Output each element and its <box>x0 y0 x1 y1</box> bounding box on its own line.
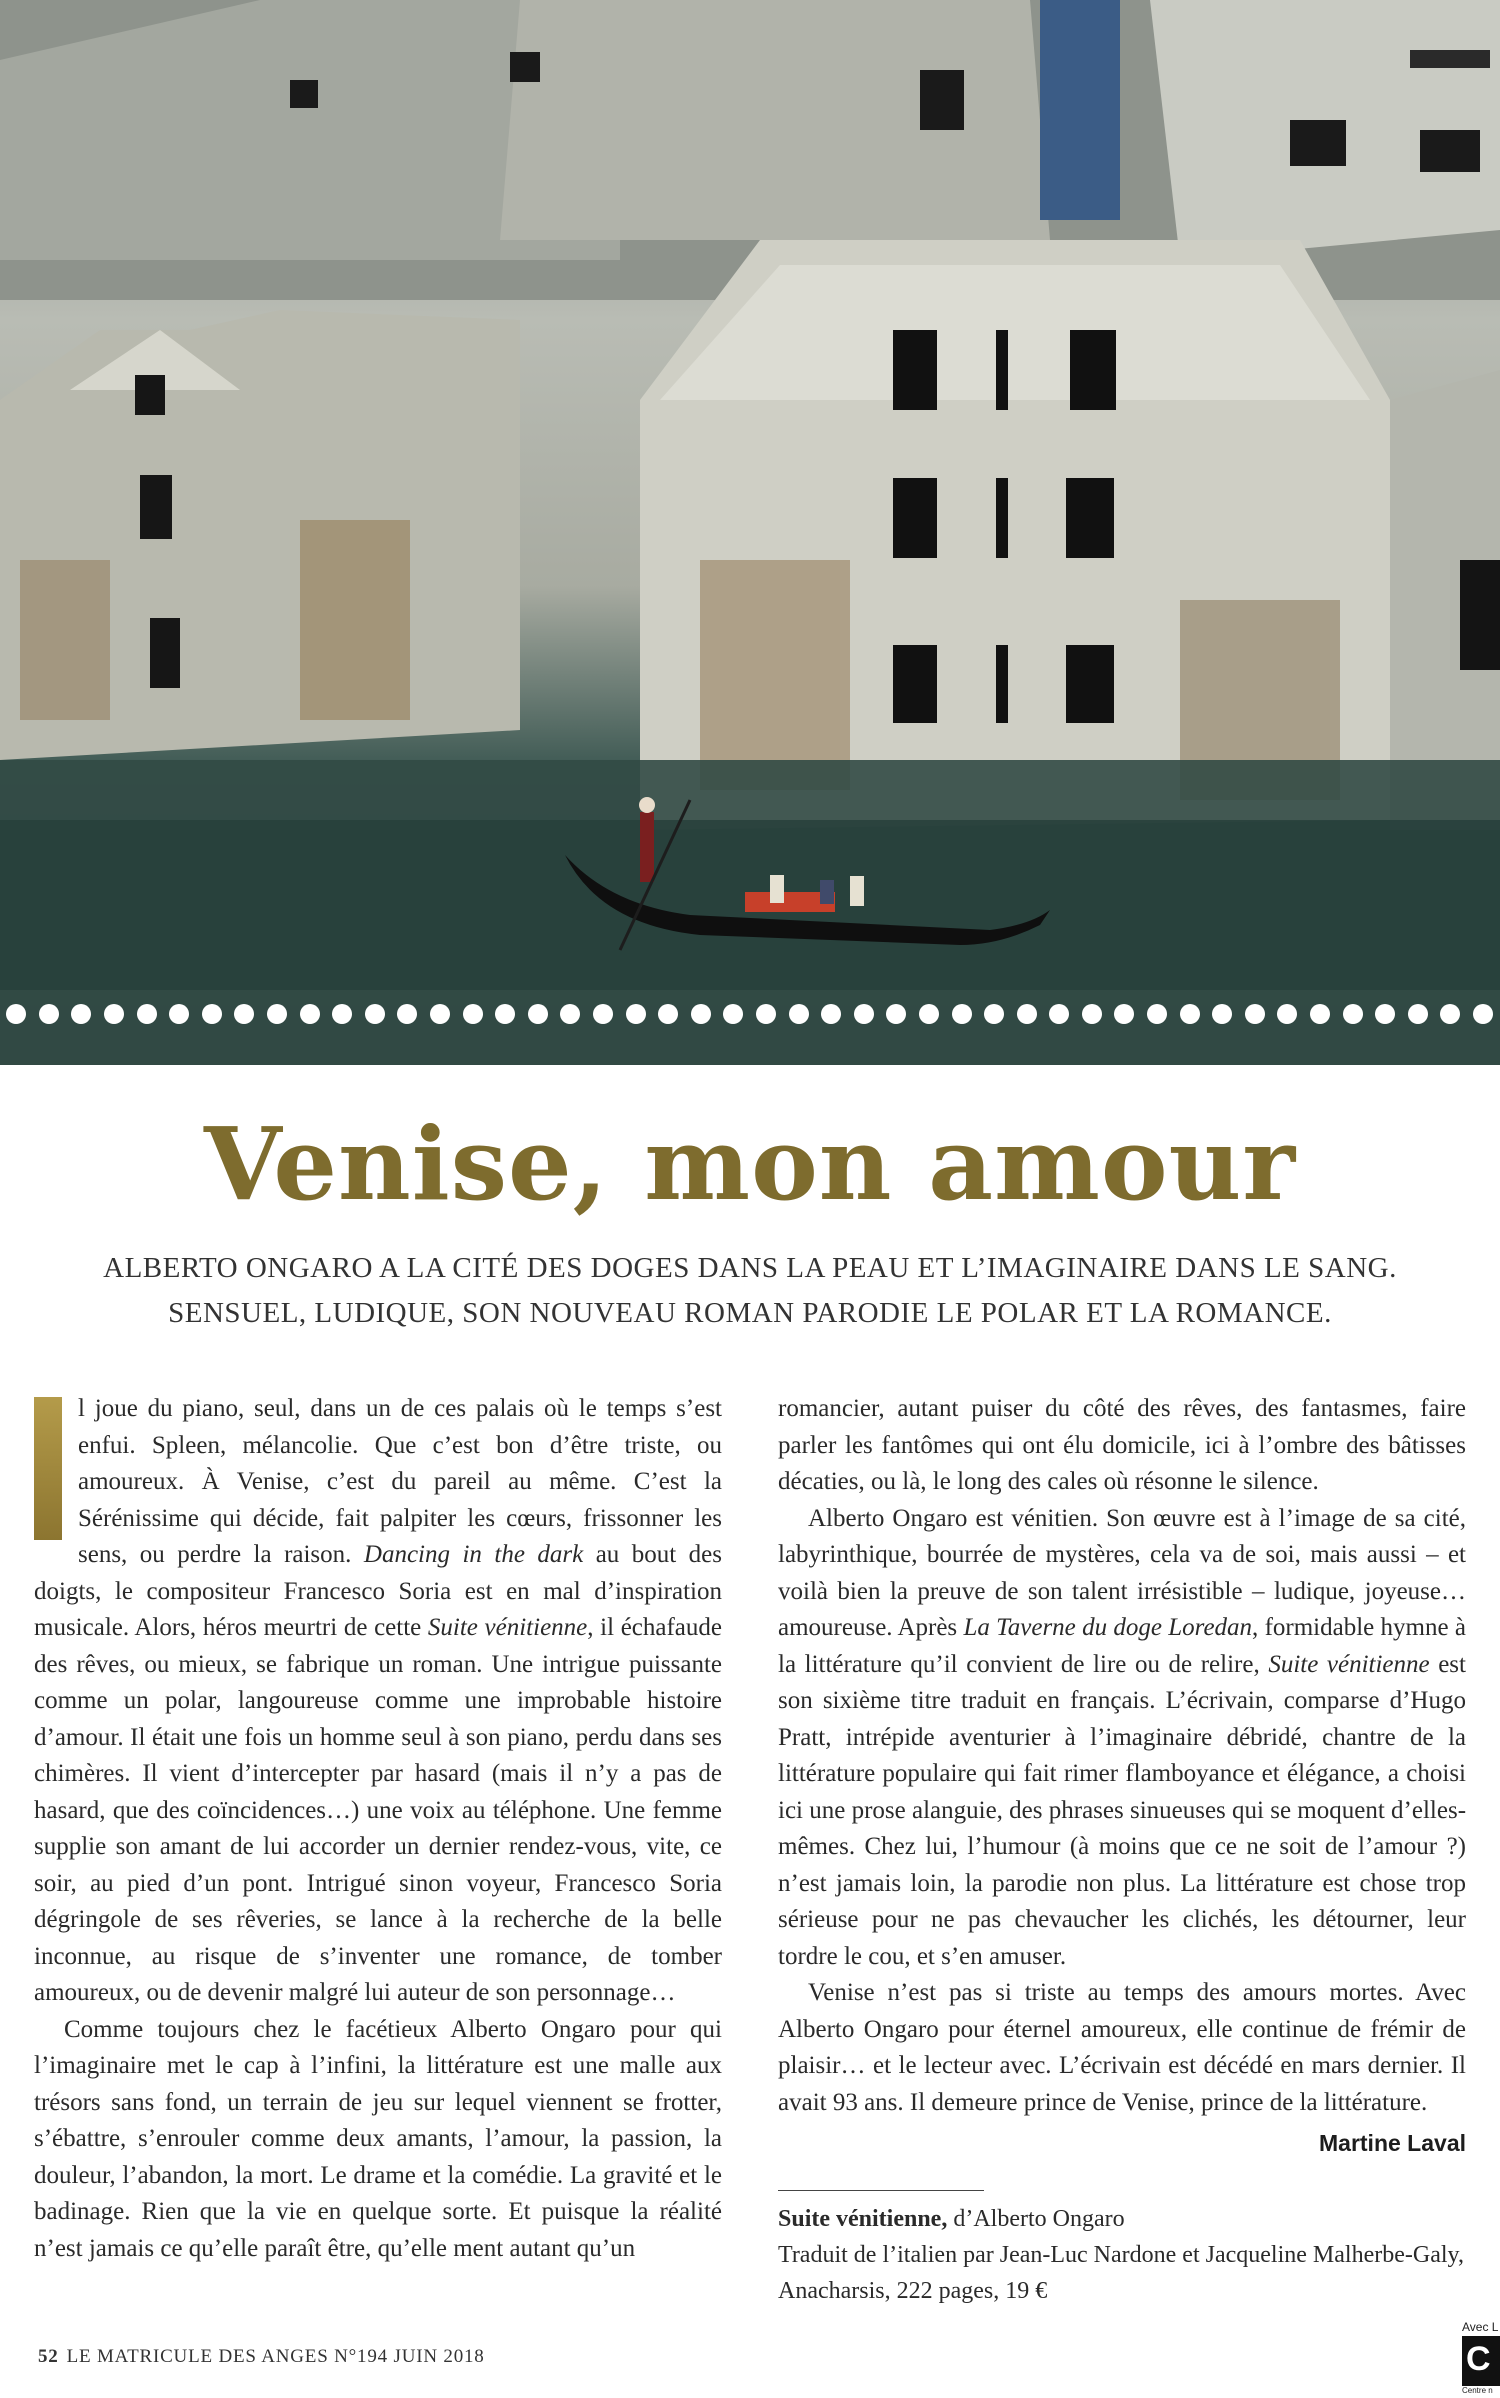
subtitle-line-1: ALBERTO ONGARO A LA CITÉ DES DOGES DANS LA PEAU ET L’IMAGINAIRE DANS LE SANG. <box>103 1252 1397 1284</box>
perforation-dot <box>6 1004 26 1024</box>
book-title: Suite vénitienne, <box>778 2205 948 2232</box>
perforation-dot <box>919 1004 939 1024</box>
page-footer <box>38 2346 485 2368</box>
book-details: Traduit de l’italien par Jean-Luc Nardone et Jacqueline Malherbe-Galy, Anacharsis, 222 pages, 19 € <box>778 2241 1464 2304</box>
issue-text: LE MATRICULE DES ANGES N°194 JUIN 2018 <box>66 2346 485 2367</box>
perforation-dot <box>1375 1004 1395 1024</box>
article-title: Venise, mon amour <box>204 1105 1296 1223</box>
perforation-dot <box>169 1004 189 1024</box>
paragraph-1 <box>34 1391 722 2012</box>
perforation-dot <box>723 1004 743 1024</box>
perforation-dot <box>1440 1004 1460 1024</box>
perforation-dot <box>886 1004 906 1024</box>
perforation-dot <box>71 1004 91 1024</box>
perforation-dot <box>1180 1004 1200 1024</box>
paragraph-3-italic-b: Suite vénitienne <box>1268 1650 1430 1678</box>
hero-photo <box>0 0 1500 1065</box>
perforation-dot <box>332 1004 352 1024</box>
venice-canal-photo-icon <box>0 0 1500 1065</box>
badge-centre-text: Centre n <box>1462 2386 1493 2395</box>
paragraph-1-italic-b: Suite vénitienne <box>427 1614 588 1641</box>
article-subtitle <box>40 1246 1460 1336</box>
book-info-divider <box>778 2190 984 2191</box>
dropcap-bar <box>34 1397 62 1540</box>
perforation-dot <box>495 1004 515 1024</box>
perforation-dot <box>952 1004 972 1024</box>
perforation-dot <box>234 1004 254 1024</box>
paragraph-3-text-a: Alberto Ongaro est vénitien. Son œuvre est à l’image de sa cité, labyrinthique, bourrée de mystères, cela va de soi, mais aussi – et voilà bien la preuve de son talent irrésistible – ludique, joyeuse… amoureuse. Après <box>778 1504 1466 1641</box>
paragraph-2: Comme toujours chez le facétieux Alberto Ongaro pour qui l’imaginaire met le cap à l’infini, la littérature est une malle aux trésors sans fond, un terrain de jeu sur lequel viennent se frotter, s’ébattre, s’enrouler comme deux amants, l’amour, la passion, la douleur, l’abandon, la mort. Le drame et la comédie. La gravité et le badinage. Rien que la vie en quelque sorte. Et puisque la réalité n’est jamais ce qu’elle paraît être, qu’elle ment autant qu’un <box>34 2015 722 2262</box>
paragraph-1-italic-a: Dancing in the dark <box>363 1541 584 1568</box>
paragraph-2-continued: romancier, autant puiser du côté des rêves, des fantasmes, faire parler les fantômes qui ont élu domicile, ici à l’ombre des bâtisses décaties, ou là, le long des cales où résonne le silence. <box>778 1395 1466 1495</box>
paragraph-1-text-b: au bout des doigts, le compositeur Francesco Soria est en mal d’inspiration musicale. Alors, héros meurtri de cette <box>34 1541 722 1641</box>
badge-avec-text: Avec L <box>1462 2320 1499 2334</box>
perforation-dot <box>463 1004 483 1024</box>
perforation-dot <box>430 1004 450 1024</box>
perforation-dot <box>560 1004 580 1024</box>
paragraph-3 <box>778 1501 1466 1976</box>
perforation-dot <box>821 1004 841 1024</box>
perforation-dot <box>528 1004 548 1024</box>
article-column-right <box>778 1391 1466 2309</box>
perforation-dot <box>756 1004 776 1024</box>
perforation-dot <box>267 1004 287 1024</box>
perforation-dot <box>854 1004 874 1024</box>
perforation-dot <box>984 1004 1004 1024</box>
article-column-left <box>34 1391 722 2267</box>
perforation-dot <box>202 1004 222 1024</box>
perforation-dot <box>104 1004 124 1024</box>
perforation-dot <box>789 1004 809 1024</box>
paragraph-1-text-a: l joue du piano, seul, dans un de ces palais où le temps s’est enfui. Spleen, mélancolie. Que c’est bon d’être triste, ou amoureux. À Venise, c’est du pareil au même. C’est la Sérénissime qui décide, fait palpiter les cœurs, frissonner les sens, ou perdre la raison. <box>78 1395 722 1568</box>
perforation-dot <box>658 1004 678 1024</box>
perforation-dot <box>691 1004 711 1024</box>
perforation-dot <box>593 1004 613 1024</box>
author-signature: Martine Laval <box>1319 2130 1466 2156</box>
perforation-dot <box>137 1004 157 1024</box>
perforation-dot <box>1245 1004 1265 1024</box>
paragraph-3-text-b: , formidable hymne à la littérature qu’il convient de lire ou de relire, <box>778 1614 1466 1678</box>
perforation-dot <box>365 1004 385 1024</box>
paragraph-4: Venise n’est pas si triste au temps des amours mortes. Avec Alberto Ongaro pour éternel amoureux, elle continue de frémir de plaisir… et le lecteur avec. L’écrivain est décédé en mars dernier. Il avait 93 ans. Il demeure prince de Venise, prince de la littérature. <box>778 1979 1466 2116</box>
paragraph-1-text-c: , il échafaude des rêves, ou mieux, se fabrique un roman. Une intrigue puissante comme un polar, langoureuse comme une improbable histoire d’amour. Il était une fois un homme seul à son piano, perdu dans ses chimères. Il vient d’intercepter par hasard (mais il n’y a pas de hasard, que des coïncidences…) une voix au téléphone. Une femme supplie son amant de lui accorder un dernier rendez-vous, vite, ce soir, au pied d’un pont. Intrigué sinon voyeur, Francesco Soria dégringole de ses rêveries, se lance à la recherche de la belle inconnue, au risque de s’inventer une romance, de tomber amoureux, ou de devenir malgré lui auteur de son personnage… <box>34 1614 722 2006</box>
perforation-dot <box>1277 1004 1297 1024</box>
perforation-dot <box>1082 1004 1102 1024</box>
perforation-dot <box>1017 1004 1037 1024</box>
perforation-dot <box>300 1004 320 1024</box>
perforation-dot <box>1049 1004 1069 1024</box>
paragraph-3-text-c: est son sixième titre traduit en français. L’écrivain, comparse d’Hugo Pratt, intrépide aventurier à l’imaginaire débridé, chantre de la littérature populaire qui fait rimer flamboyance et élégance, a choisi ici une prose alanguie, des phrases sinueuses qui se moquent d’elles-mêmes. Chez lui, l’humour (à moins que ce ne soit de l’amour ?) n’est jamais loin, la parodie non plus. La littérature est chose trop sérieuse pour ne pas chevaucher les clichés, les détourner, leur tordre le cou, et s’en amuser. <box>778 1650 1467 1970</box>
perforation-dot <box>1114 1004 1134 1024</box>
perforation-dot <box>397 1004 417 1024</box>
badge-logo: C <box>1462 2336 1500 2386</box>
subtitle-line-2: SENSUEL, LUDIQUE, SON NOUVEAU ROMAN PARODIE LE POLAR ET LA ROMANCE. <box>168 1297 1332 1329</box>
perforation-dot <box>39 1004 59 1024</box>
page-number: 52 <box>38 2346 59 2367</box>
dots-strip <box>0 990 1500 1038</box>
perforation-dot <box>1473 1004 1493 1024</box>
perforation-dot <box>1408 1004 1428 1024</box>
perforation-dot <box>1212 1004 1232 1024</box>
corner-badge <box>1462 2320 1500 2398</box>
paragraph-3-italic-a: La Taverne du doge Loredan <box>963 1614 1253 1641</box>
book-info <box>778 2201 1466 2309</box>
perforation-dot <box>1147 1004 1167 1024</box>
perforation-dot <box>1310 1004 1330 1024</box>
book-author: d’Alberto Ongaro <box>947 2205 1125 2232</box>
perforation-dot <box>1343 1004 1363 1024</box>
perforation-dot <box>626 1004 646 1024</box>
